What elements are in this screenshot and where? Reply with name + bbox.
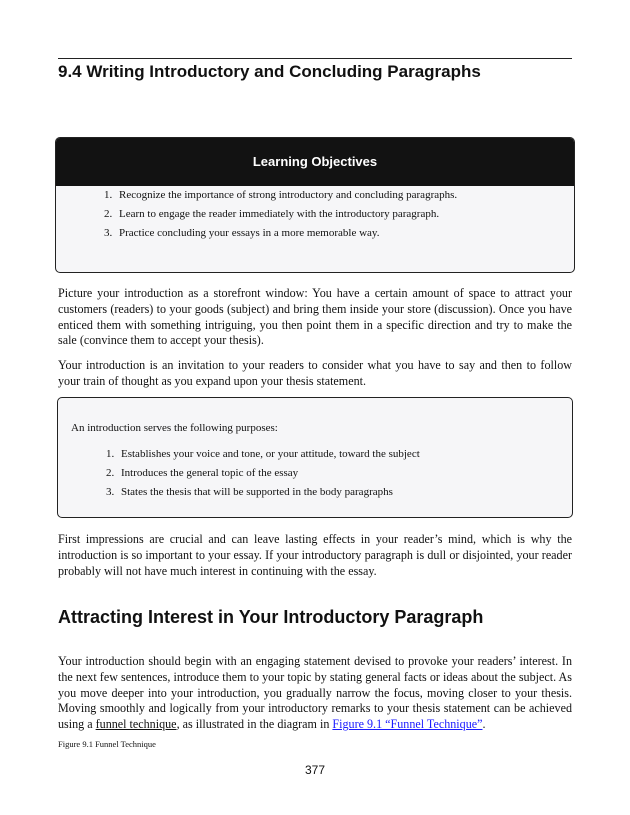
list-item bbox=[56, 224, 574, 243]
purposes-list bbox=[58, 445, 572, 502]
paragraph-text: , as illustrated in the diagram in bbox=[176, 717, 333, 732]
list-item bbox=[56, 205, 574, 224]
list-item bbox=[58, 483, 572, 502]
list-number: 1. bbox=[106, 448, 115, 460]
list-number: 2. bbox=[104, 208, 113, 220]
section-title: 9.4 Writing Introductory and Concluding Paragraphs bbox=[58, 62, 481, 81]
storefront-paragraph: Picture your introduction as a storefront window: You have a certain amount of space to attract your customers (readers) to your goods (subject) and bring them inside your store (discussion). Once you have enticed them with something intriguing, you then point them in a specific direction and try to make the sale (convince them to accept your thesis). bbox=[58, 286, 572, 348]
list-item-text: Learn to engage the reader immediately with the introductory paragraph. bbox=[119, 208, 440, 220]
purposes-box bbox=[57, 397, 573, 518]
list-item-text: States the thesis that will be supported in the body paragraphs bbox=[121, 486, 393, 498]
figure-caption: Figure 9.1 Funnel Technique bbox=[58, 739, 156, 749]
first-impressions-paragraph: First impressions are crucial and can leave lasting effects in your reader’s mind, which is why the introduction is so important to your essay. If your introductory paragraph is dull or disjointed, your reader probably will not have much interest in continuing with the essay. bbox=[58, 532, 572, 578]
top-rule bbox=[58, 58, 572, 59]
figure-reference-link[interactable]: Figure 9.1 “Funnel Technique” bbox=[332, 717, 483, 732]
list-item-text: Introduces the general topic of the essay bbox=[121, 467, 299, 479]
learning-objectives-box bbox=[55, 137, 575, 273]
paragraph-text: . bbox=[482, 717, 486, 732]
list-number: 3. bbox=[104, 227, 113, 239]
list-item bbox=[56, 186, 574, 205]
purposes-intro: An introduction serves the following purposes: bbox=[71, 422, 278, 434]
learning-objectives-list bbox=[56, 186, 574, 243]
funnel-technique-term[interactable]: funnel technique bbox=[95, 717, 177, 732]
funnel-paragraph bbox=[58, 654, 572, 733]
invitation-paragraph: Your introduction is an invitation to your readers to consider what you have to say and then to follow your train of thought as you expand upon your thesis statement. bbox=[58, 358, 572, 388]
list-number: 3. bbox=[106, 486, 115, 498]
list-number: 2. bbox=[106, 467, 115, 479]
list-item bbox=[58, 445, 572, 464]
list-item bbox=[58, 464, 572, 483]
list-number: 1. bbox=[104, 189, 113, 201]
page-number: 377 bbox=[304, 763, 326, 777]
list-item-text: Recognize the importance of strong introductory and concluding paragraphs. bbox=[119, 189, 458, 201]
learning-objectives-header: Learning Objectives bbox=[56, 138, 574, 186]
subheading: Attracting Interest in Your Introductory Paragraph bbox=[58, 607, 484, 627]
paragraph-text: Your introduction should begin with an engaging statement devised to provoke your readers’ interest. In the next few sentences, introduce them to your topic by stating general facts or ideas about the subject. As you move deeper into your introduction, you gradually narrow the focus, moving closer to your thesis. Moving smoothly and logically from your introductory remarks to your thesis statement can be achieved using a bbox=[58, 654, 572, 732]
list-item-text: Practice concluding your essays in a more memorable way. bbox=[119, 227, 380, 239]
list-item-text: Establishes your voice and tone, or your attitude, toward the subject bbox=[121, 448, 420, 460]
